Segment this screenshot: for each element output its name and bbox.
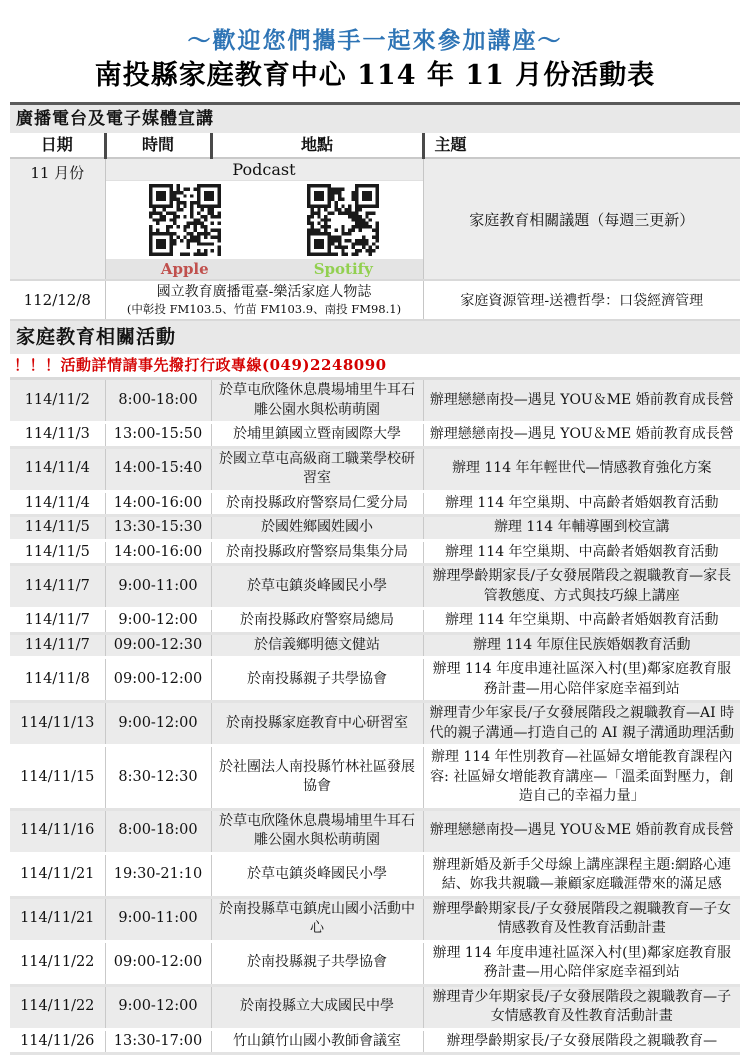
column-header-date: 日期 xyxy=(10,133,105,158)
activity-row xyxy=(10,941,740,985)
cell-location: 於社團法人南投縣竹林社區發展協會 xyxy=(211,746,423,810)
cell-time: 9:00-11:00 xyxy=(105,897,211,941)
radio-location xyxy=(105,280,423,320)
column-header-row xyxy=(10,133,740,158)
cell-topic: 辦理 114 年度串連社區深入村(里)鄰家庭教育服務計畫—用心陪伴家庭幸福到站 xyxy=(423,941,740,985)
cell-date: 114/11/7 xyxy=(10,633,105,658)
cell-time: 09:00-12:30 xyxy=(105,633,211,658)
cell-time: 13:30-17:00 xyxy=(105,1029,211,1054)
cell-date: 114/11/4 xyxy=(10,491,105,516)
cell-topic: 辦理學齡期家長/子女發展階段之親職教育— xyxy=(423,1029,740,1054)
apple-label: Apple xyxy=(160,260,209,278)
activity-row xyxy=(10,809,740,853)
cell-time: 13:30-15:30 xyxy=(105,516,211,541)
activity-row xyxy=(10,1029,740,1054)
cell-topic: 辦理戀戀南投—遇見 YOU＆ME 婚前教育成長營 xyxy=(423,379,740,423)
cell-time: 13:00-15:50 xyxy=(105,423,211,448)
activity-row xyxy=(10,379,740,423)
activity-row xyxy=(10,423,740,448)
cell-date: 114/11/22 xyxy=(10,985,105,1029)
podcast-platform-label: Podcast xyxy=(106,159,423,180)
spotify-qr-code-icon[interactable] xyxy=(307,184,379,256)
activity-row xyxy=(10,853,740,897)
cell-time: 09:00-12:00 xyxy=(105,941,211,985)
cell-time: 19:30-21:10 xyxy=(105,853,211,897)
cell-location: 於南投縣家庭教育中心研習室 xyxy=(211,702,423,746)
cell-date: 114/11/21 xyxy=(10,853,105,897)
cell-location: 竹山鎮竹山國小教師會議室 xyxy=(211,1029,423,1054)
podcast-topic: 家庭教育相關議題（每週三更新） xyxy=(423,158,740,280)
cell-topic: 辦理 114 年度串連社區深入村(里)鄰家庭教育服務計畫—用心陪伴家庭幸福到站 xyxy=(423,658,740,702)
cell-topic: 辦理 114 年空巢期、中高齡者婚姻教育活動 xyxy=(423,609,740,634)
activity-row xyxy=(10,565,740,609)
cell-location: 於草屯鎮炎峰國民小學 xyxy=(211,853,423,897)
cell-date: 114/11/16 xyxy=(10,809,105,853)
activity-row xyxy=(10,658,740,702)
page-header xyxy=(0,0,750,94)
cell-location: 於南投縣親子共學協會 xyxy=(211,941,423,985)
cell-time: 9:00-12:00 xyxy=(105,702,211,746)
cell-date: 114/11/7 xyxy=(10,609,105,634)
cell-topic: 辦理學齡期家長/子女發展階段之親職教育—子女情感教育及性教育活動計畫 xyxy=(423,897,740,941)
cell-location: 於南投縣政府警察局仁愛分局 xyxy=(211,491,423,516)
radio-frequencies: (中彰投 FM103.5、竹苗 FM103.9、南投 FM98.1) xyxy=(126,302,402,316)
cell-date: 114/11/4 xyxy=(10,447,105,491)
cell-date: 114/11/5 xyxy=(10,540,105,565)
activity-row xyxy=(10,702,740,746)
cell-time: 14:00-16:00 xyxy=(105,540,211,565)
page-title: 南投縣家庭教育中心 114 年 11 月份活動表 xyxy=(94,60,656,91)
podcast-date: 11 月份 xyxy=(10,158,105,280)
radio-topic: 家庭資源管理-送禮哲學：口袋經濟管理 xyxy=(423,280,740,320)
cell-location: 於南投縣草屯鎮虎山國小活動中心 xyxy=(211,897,423,941)
media-section-heading: 廣播電台及電子媒體宣講 xyxy=(10,104,740,134)
cell-topic: 辦理戀戀南投—遇見 YOU＆ME 婚前教育成長營 xyxy=(423,423,740,448)
podcast-cell xyxy=(105,158,423,280)
notice-row xyxy=(10,354,740,379)
cell-time: 8:30-12:30 xyxy=(105,746,211,810)
cell-location: 於信義鄉明德文健站 xyxy=(211,633,423,658)
cell-location: 於國立草屯高級商工職業學校研習室 xyxy=(211,447,423,491)
cell-time: 9:00-12:00 xyxy=(105,609,211,634)
cell-date: 114/11/5 xyxy=(10,516,105,541)
cell-date: 114/11/8 xyxy=(10,658,105,702)
cell-location: 於南投縣親子共學協會 xyxy=(211,658,423,702)
cell-topic: 辦理 114 年空巢期、中高齡者婚姻教育活動 xyxy=(423,491,740,516)
cell-topic: 辦理學齡期家長/子女發展階段之親職教育—家長管教態度、方式與技巧線上講座 xyxy=(423,565,740,609)
activity-section-heading: 家庭教育相關活動 xyxy=(10,320,740,354)
activity-row xyxy=(10,746,740,810)
cell-topic: 辦理戀戀南投—遇見 YOU＆ME 婚前教育成長營 xyxy=(423,809,740,853)
cell-topic: 辦理 114 年性別教育—社區婦女增能教育課程內容: 社區婦女增能教育講座—「溫柔面對壓力，創造自己的幸福力量」 xyxy=(423,746,740,810)
cell-location: 於南投縣政府警察局總局 xyxy=(211,609,423,634)
activity-row xyxy=(10,897,740,941)
cell-time: 8:00-18:00 xyxy=(105,809,211,853)
podcast-row xyxy=(10,158,740,280)
cell-date: 114/11/13 xyxy=(10,702,105,746)
cell-topic: 辦理青少年家長/子女發展階段之親職教育—AI 時代的親子溝通—打造自己的 AI 親子溝通助理活動 xyxy=(423,702,740,746)
activity-row xyxy=(10,447,740,491)
cell-time: 8:00-18:00 xyxy=(105,379,211,423)
cell-topic: 辦理新婚及新手父母線上講座課程主題:網路心連結、妳我共親職—兼顧家庭職涯帶來的滿足感 xyxy=(423,853,740,897)
cell-date: 114/11/26 xyxy=(10,1029,105,1054)
cell-date: 114/11/22 xyxy=(10,941,105,985)
apple-podcast-qr-code-icon[interactable] xyxy=(149,184,221,256)
cell-date: 114/11/15 xyxy=(10,746,105,810)
cell-location: 於草屯欣隆休息農場埔里牛耳石雕公園水與松萌萌園 xyxy=(211,809,423,853)
cell-time: 09:00-12:00 xyxy=(105,658,211,702)
cell-time: 9:00-11:00 xyxy=(105,565,211,609)
cell-topic: 辦理 114 年年輕世代—情感教育強化方案 xyxy=(423,447,740,491)
activity-section-bar xyxy=(10,320,740,354)
cell-time: 14:00-16:00 xyxy=(105,491,211,516)
cell-location: 於國姓鄉國姓國小 xyxy=(211,516,423,541)
activity-row xyxy=(10,609,740,634)
radio-row xyxy=(10,280,740,320)
media-section-bar xyxy=(10,104,740,134)
activity-row xyxy=(10,491,740,516)
cell-time: 14:00-15:40 xyxy=(105,447,211,491)
cell-topic: 辦理 114 年輔導團到校宣講 xyxy=(423,516,740,541)
column-header-place: 地點 xyxy=(211,133,423,158)
cell-topic: 辦理青少年期家長/子女發展階段之親職教育—子女情感教育及性教育活動計畫 xyxy=(423,985,740,1029)
cell-time: 9:00-12:00 xyxy=(105,985,211,1029)
activity-row xyxy=(10,985,740,1029)
column-header-time: 時間 xyxy=(105,133,211,158)
cell-date: 114/11/2 xyxy=(10,379,105,423)
cell-location: 於草屯欣隆休息農場埔里牛耳石雕公園水與松萌萌園 xyxy=(211,379,423,423)
cell-topic: 辦理 114 年原住民族婚姻教育活動 xyxy=(423,633,740,658)
qr-label-row xyxy=(106,259,423,279)
cell-date: 114/11/21 xyxy=(10,897,105,941)
activity-row xyxy=(10,540,740,565)
cell-location: 於草屯鎮炎峰國民小學 xyxy=(211,565,423,609)
radio-date: 112/12/8 xyxy=(10,280,105,320)
welcome-title: ～歡迎您們攜手一起來參加講座～ xyxy=(187,27,563,54)
activity-row xyxy=(10,633,740,658)
cell-location: 於埔里鎮國立暨南國際大學 xyxy=(211,423,423,448)
cell-location: 於南投縣政府警察局集集分局 xyxy=(211,540,423,565)
cell-location: 於南投縣立大成國民中學 xyxy=(211,985,423,1029)
qr-area xyxy=(106,180,423,259)
schedule-table xyxy=(10,102,740,1055)
spotify-label: Spotify xyxy=(313,260,373,278)
activity-rows xyxy=(10,379,740,1054)
column-header-topic: 主題 xyxy=(423,133,740,158)
cell-topic: 辦理 114 年空巢期、中高齡者婚姻教育活動 xyxy=(423,540,740,565)
phone-notice: ！！！活動詳情請事先撥打行政專線(049)2248090 xyxy=(10,354,740,379)
cell-date: 114/11/7 xyxy=(10,565,105,609)
radio-station-name: 國立教育廣播電臺-樂活家庭人物誌 xyxy=(156,284,372,300)
cell-date: 114/11/3 xyxy=(10,423,105,448)
activity-row xyxy=(10,516,740,541)
